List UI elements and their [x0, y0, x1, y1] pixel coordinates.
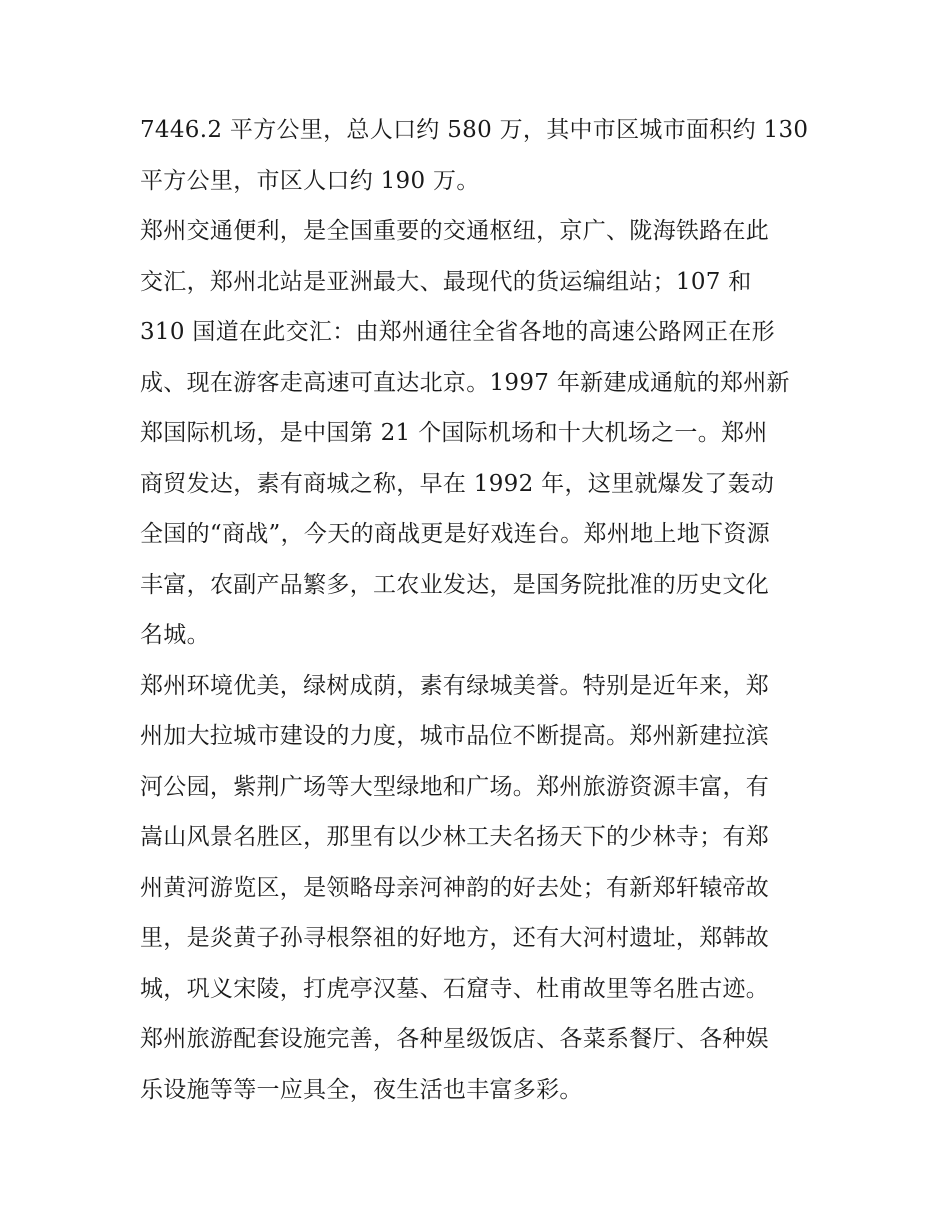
text-line: 成、现在游客走高速可直达北京。1997 年新建成通航的郑州新: [140, 370, 790, 396]
text-line: 平方公里，市区人口约 190 万。: [140, 168, 480, 194]
text-line: 郑州环境优美，绿树成荫，素有绿城美誉。特别是近年来，郑: [140, 673, 770, 699]
text-line: 郑国际机场，是中国第 21 个国际机场和十大机场之一。郑州: [140, 420, 768, 446]
text-line: 交汇，郑州北站是亚洲最大、最现代的货运编组站；107 和: [140, 269, 752, 295]
text-line: 7446.2 平方公里，总人口约 580 万，其中市区城市面积约 130: [140, 117, 809, 143]
text-line: 河公园，紫荆广场等大型绿地和广场。郑州旅游资源丰富，有: [140, 774, 770, 800]
text-line: 丰富，农副产品繁多，工农业发达，是国务院批准的历史文化: [140, 572, 770, 598]
text-line: 州加大拉城市建设的力度，城市品位不断提高。郑州新建拉滨: [140, 723, 770, 749]
text-line: 里，是炎黄子孙寻根祭祖的好地方，还有大河村遗址，郑韩故: [140, 925, 770, 951]
text-line: 嵩山风景名胜区，那里有以少林工夫名扬天下的少林寺；有郑: [140, 824, 770, 850]
text-line: 全国的“商战”，今天的商战更是好戏连台。郑州地上地下资源: [140, 521, 770, 547]
text-line: 商贸发达，素有商城之称，早在 1992 年，这里就爆发了轰动: [140, 471, 775, 497]
text-line: 郑州交通便利，是全国重要的交通枢纽，京广、陇海铁路在此: [140, 218, 770, 244]
text-line: 乐设施等等一应具全，夜生活也丰富多彩。: [140, 1077, 583, 1103]
text-line: 州黄河游览区，是领略母亲河神韵的好去处；有新郑轩辕帝故: [140, 875, 770, 901]
text-line: 城，巩义宋陵，打虎亭汉墓、石窟寺、杜甫故里等名胜古迹。: [140, 976, 770, 1002]
text-line: 郑州旅游配套设施完善，各种星级饭店、各菜系餐厅、各种娱: [140, 1026, 770, 1052]
text-line: 310 国道在此交汇：由郑州通往全省各地的高速公路网正在形: [140, 319, 775, 345]
text-line: 名城。: [140, 622, 210, 648]
